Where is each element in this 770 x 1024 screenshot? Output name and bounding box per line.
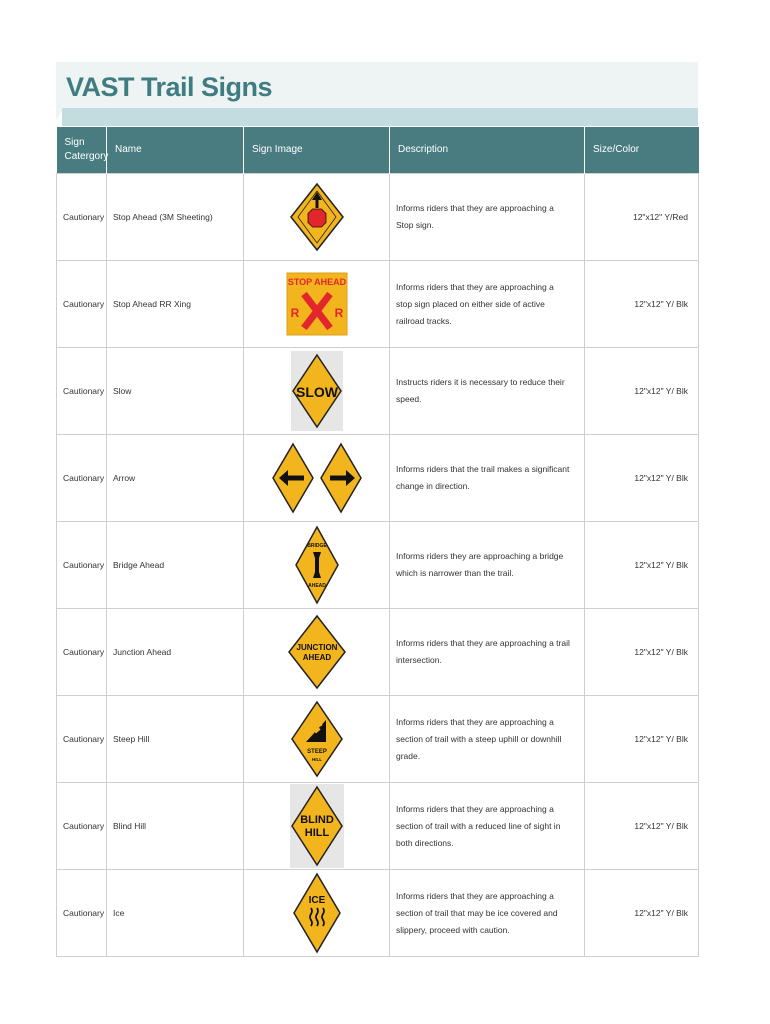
junction-ahead-icon — [287, 614, 347, 690]
category-cell: Cautionary — [57, 609, 107, 696]
arrow-signs-icon — [271, 442, 363, 514]
size-color-cell: 12"x12" Y/Red — [585, 174, 699, 261]
table-row — [57, 609, 699, 696]
sign-text: AHEAD — [307, 583, 326, 589]
category-cell: Cautionary — [57, 435, 107, 522]
description-cell: Informs riders that the trail makes a significant change in direction. — [390, 435, 585, 522]
size-color-cell: 12"x12" Y/ Blk — [585, 783, 699, 870]
category-cell: Cautionary — [57, 261, 107, 348]
description-cell: Informs riders that they are approaching a stop sign placed on either side of active railroad tracks. — [390, 261, 585, 348]
sign-text: AHEAD — [302, 653, 331, 662]
sign-text: R — [334, 306, 343, 320]
header-row — [57, 127, 699, 174]
description-cell: Informs riders that they are approaching a section of trail with a reduced line of sight in both directions. — [390, 783, 585, 870]
table-row — [57, 783, 699, 870]
slow-sign-icon — [291, 351, 343, 431]
sign-text: STOP AHEAD — [287, 277, 346, 287]
ice-sign-icon — [292, 872, 342, 954]
description-cell: Informs riders that they are approaching a trail intersection. — [390, 609, 585, 696]
category-cell: Cautionary — [57, 522, 107, 609]
left-arrow-sign-icon — [273, 444, 313, 512]
size-color-cell: 12"x12" Y/ Blk — [585, 435, 699, 522]
size-color-cell: 12"x12" Y/ Blk — [585, 696, 699, 783]
name-cell: Slow — [107, 348, 244, 435]
blind-hill-icon — [290, 784, 344, 868]
name-cell: Stop Ahead (3M Sheeting) — [107, 174, 244, 261]
column-header-name: Name — [107, 127, 244, 174]
description-cell: Instructs riders it is necessary to reduce their speed. — [390, 348, 585, 435]
category-cell: Cautionary — [57, 870, 107, 957]
table-row — [57, 522, 699, 609]
column-header-description: Description — [390, 127, 585, 174]
table-row — [57, 174, 699, 261]
name-cell: Ice — [107, 870, 244, 957]
sign-text: BLIND — [299, 814, 334, 826]
name-cell: Steep Hill — [107, 696, 244, 783]
name-cell: Arrow — [107, 435, 244, 522]
sign-text: R — [290, 306, 299, 320]
category-cell: Cautionary — [57, 174, 107, 261]
size-color-cell: 12"x12" Y/ Blk — [585, 348, 699, 435]
sign-text: BRIDGE — [306, 543, 327, 549]
stop-ahead-rr-icon — [286, 272, 348, 336]
category-cell: Cautionary — [57, 348, 107, 435]
sign-text: JUNCTION — [296, 643, 337, 652]
bridge-ahead-icon — [294, 525, 340, 605]
column-header-sign-image: Sign Image — [244, 127, 390, 174]
description-cell: Informs riders that they are approaching a section of trail with a steep uphill or downhill grade. — [390, 696, 585, 783]
column-header-category: Sign Catergory — [57, 127, 107, 174]
name-cell: Bridge Ahead — [107, 522, 244, 609]
sign-text: HILL — [304, 827, 329, 839]
size-color-cell: 12"x12" Y/ Blk — [585, 870, 699, 957]
category-cell: Cautionary — [57, 696, 107, 783]
column-header-size-color: Size/Color — [585, 127, 699, 174]
table-row — [57, 435, 699, 522]
stop-ahead-icon — [289, 182, 345, 252]
description-cell: Informs riders they are approaching a bridge which is narrower than the trail. — [390, 522, 585, 609]
sign-text: ICE — [308, 895, 325, 906]
page-title: VAST Trail Signs — [66, 72, 273, 102]
sign-text: SLOW — [295, 384, 338, 400]
table-row — [57, 261, 699, 348]
name-cell: Stop Ahead RR Xing — [107, 261, 244, 348]
accent-band — [62, 108, 698, 126]
sign-text: STEEP — [306, 749, 327, 755]
size-color-cell: 12"x12" Y/ Blk — [585, 261, 699, 348]
table-row — [57, 348, 699, 435]
right-arrow-sign-icon — [321, 444, 361, 512]
steep-hill-icon — [290, 700, 344, 778]
table-row — [57, 870, 699, 957]
description-cell: Informs riders that they are approaching a Stop sign. — [390, 174, 585, 261]
sign-text: HILL — [311, 757, 322, 762]
size-color-cell: 12"x12" Y/ Blk — [585, 609, 699, 696]
category-cell: Cautionary — [57, 783, 107, 870]
size-color-cell: 12"x12" Y/ Blk — [585, 522, 699, 609]
signs-table — [56, 127, 699, 957]
name-cell: Blind Hill — [107, 783, 244, 870]
description-cell: Informs riders that they are approaching a section of trail that may be ice covered and slippery, proceed with caution. — [390, 870, 585, 957]
name-cell: Junction Ahead — [107, 609, 244, 696]
table-row — [57, 696, 699, 783]
